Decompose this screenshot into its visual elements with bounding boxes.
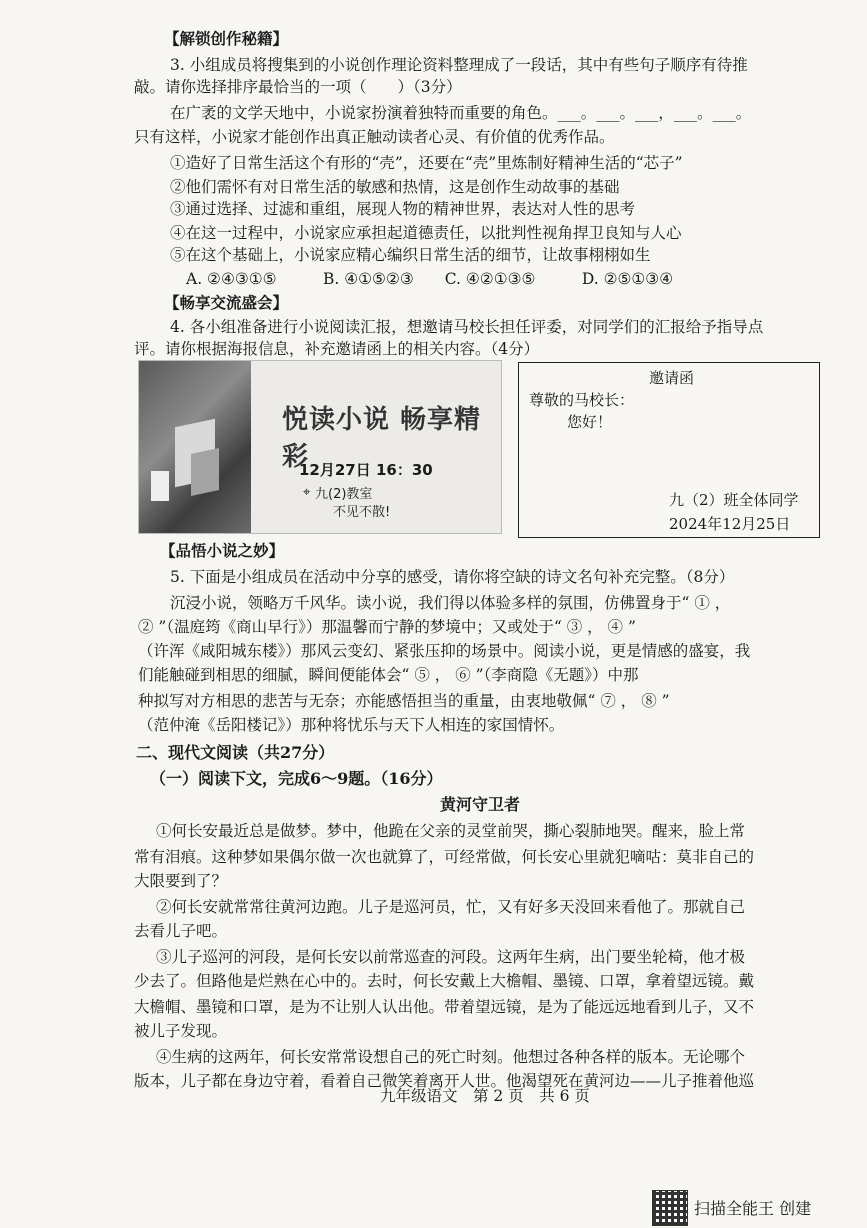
q3-line1: 3. 小组成员将搜集到的小说创作理论资料整理成了一段话，其中有些句子顺序有待推 xyxy=(170,56,748,74)
section-unlock-heading: 【解锁创作秘籍】 xyxy=(164,29,289,48)
page-footer: 九年级语文 第 2 页 共 6 页 xyxy=(380,1087,590,1105)
q5-line4: （许浑《咸阳城东楼》）那风云变幻、紧张压抑的场景中。阅读小说，更是情感的盛宴，我 xyxy=(138,642,751,660)
event-poster xyxy=(138,360,502,534)
paragraph-1-line-c: 大限要到了？ xyxy=(134,872,228,890)
part2-subheading: （一）阅读下文，完成6～9题。（16分） xyxy=(150,769,443,788)
q3-line2: 敲。请你选择排序最恰当的一项（ ）（3分） xyxy=(134,78,462,96)
letter-date: 2024年12月25日 xyxy=(669,515,791,533)
q3-stem1: 在广袤的文学天地中，小说家扮演着独特而重要的角色。___。___。___，___。___。 xyxy=(170,104,752,122)
q5-line6: 种拟写对方相思的悲苦与无奈；亦能感悟担当的重量，由衷地敬佩“ ⑦ ， ⑧ ” xyxy=(138,692,670,710)
q5-line1: 5. 下面是小组成员在活动中分享的感受，请你将空缺的诗文名句补充完整。（8分） xyxy=(170,568,735,586)
q4-line2: 评。请你根据海报信息，补充邀请函上的相关内容。（4分） xyxy=(134,340,540,358)
q3-option-4: ④在这一过程中，小说家应承担起道德责任，以批判性视角捍卫良知与人心 xyxy=(170,224,682,242)
paragraph-4-line-a: ④生病的这两年，何长安常常设想自己的死亡时刻。他想过各种各样的版本。无论哪个 xyxy=(156,1048,746,1066)
section-share-heading: 【畅享交流盛会】 xyxy=(164,293,289,312)
part2-heading: 二、现代文阅读（共27分） xyxy=(136,743,335,762)
paragraph-1-line-b: 常有泪痕。这种梦如果偶尔做一次也就算了，可经常做，何长安心里就犯嘀咕：莫非自己的 xyxy=(134,848,755,866)
letter-title: 邀请函 xyxy=(649,369,695,387)
paragraph-1-line-a: ①何长安最近总是做梦。梦中，他跪在父亲的灵堂前哭，撕心裂肺地哭。醒来，脸上常 xyxy=(156,822,746,840)
poster-title: 悦读小说 畅享精彩 xyxy=(282,405,482,472)
q3-option-2: ②他们需怀有对日常生活的敏感和热情，这是创作生动故事的基础 xyxy=(170,178,620,196)
q5-line5: 们能触碰到相思的细腻，瞬间便能体会“ ⑤ ， ⑥ ”（李商隐《无题》）中那 xyxy=(138,666,639,684)
poster-location: 九(2)教室 xyxy=(315,487,373,502)
q3-choices: A. ②④③①⑤ B. ④①⑤②③ C. ④②①③⑤ D. ②⑤①③④ xyxy=(186,270,674,288)
q5-line7: （范仲淹《岳阳楼记》）那种将忧乐与天下人相连的家国情怀。 xyxy=(138,716,565,734)
q3-option-1: ①造好了日常生活这个有形的“壳”，还要在“壳”里炼制好精神生活的“芯子” xyxy=(170,154,683,172)
invitation-letter xyxy=(518,362,820,538)
poster-note: 不见不散! xyxy=(333,505,391,520)
q5-line3: ② ”（温庭筠《商山早行》）那温馨而宁静的梦境中；又或处于“ ③ ， ④ ” xyxy=(138,618,636,636)
paragraph-2-line-b: 去看儿子吧。 xyxy=(134,922,228,940)
qr-code-icon xyxy=(652,1190,688,1226)
q3-stem2: 只有这样，小说家才能创作出真正触动读者心灵、有价值的优秀作品。 xyxy=(134,128,615,146)
poster-time: 12月27日 16：30 xyxy=(299,461,433,479)
paragraph-3-line-d: 被儿子发现。 xyxy=(134,1022,228,1040)
paragraph-3-line-b: 少去了。但路他是烂熟在心中的。去时，何长安戴上大檐帽、墨镜、口罩，拿着望远镜。戴 xyxy=(134,972,755,990)
section-appreciate-heading: 【品悟小说之妙】 xyxy=(160,541,285,560)
letter-hello: 您好！ xyxy=(567,413,613,431)
paragraph-2-line-a: ②何长安就常常往黄河边跑。儿子是巡河员，忙，又有好多天没回来看他了。那就自己 xyxy=(156,898,746,916)
paragraph-4-line-b: 版本，儿子都在身边守着，看着自己微笑着离开人世。他渴望死在黄河边——儿子推着他巡 xyxy=(134,1072,755,1090)
q3-option-5: ⑤在这个基础上，小说家应精心编织日常生活的细节，让故事栩栩如生 xyxy=(170,246,651,264)
q5-line2: 沉浸小说，领略万千风华。读小说，我们得以体验多样的氛围，仿佛置身于“ ① ， xyxy=(170,594,731,612)
scanner-watermark: 扫描全能王 创建 xyxy=(694,1199,812,1218)
poster-illustration xyxy=(139,361,251,533)
q4-line1: 4. 各小组准备进行小说阅读汇报，想邀请马校长担任评委，对同学们的汇报给予指导点 xyxy=(170,318,764,336)
location-pin-icon: ⌖ xyxy=(303,485,311,500)
q3-option-3: ③通过选择、过滤和重组，展现人物的精神世界，表达对人性的思考 xyxy=(170,200,636,218)
paragraph-3-line-a: ③儿子巡河的河段，是何长安以前常巡查的河段。这两年生病，出门要坐轮椅，他才极 xyxy=(156,948,746,966)
letter-signature: 九（2）班全体同学 xyxy=(669,491,799,509)
paragraph-3-line-c: 大檐帽、墨镜和口罩，是为不让别人认出他。带着望远镜，是为了能远远地看到儿子，又不 xyxy=(134,998,755,1016)
letter-greeting: 尊敬的马校长： xyxy=(529,391,635,409)
article-title: 黄河守卫者 xyxy=(440,795,521,814)
